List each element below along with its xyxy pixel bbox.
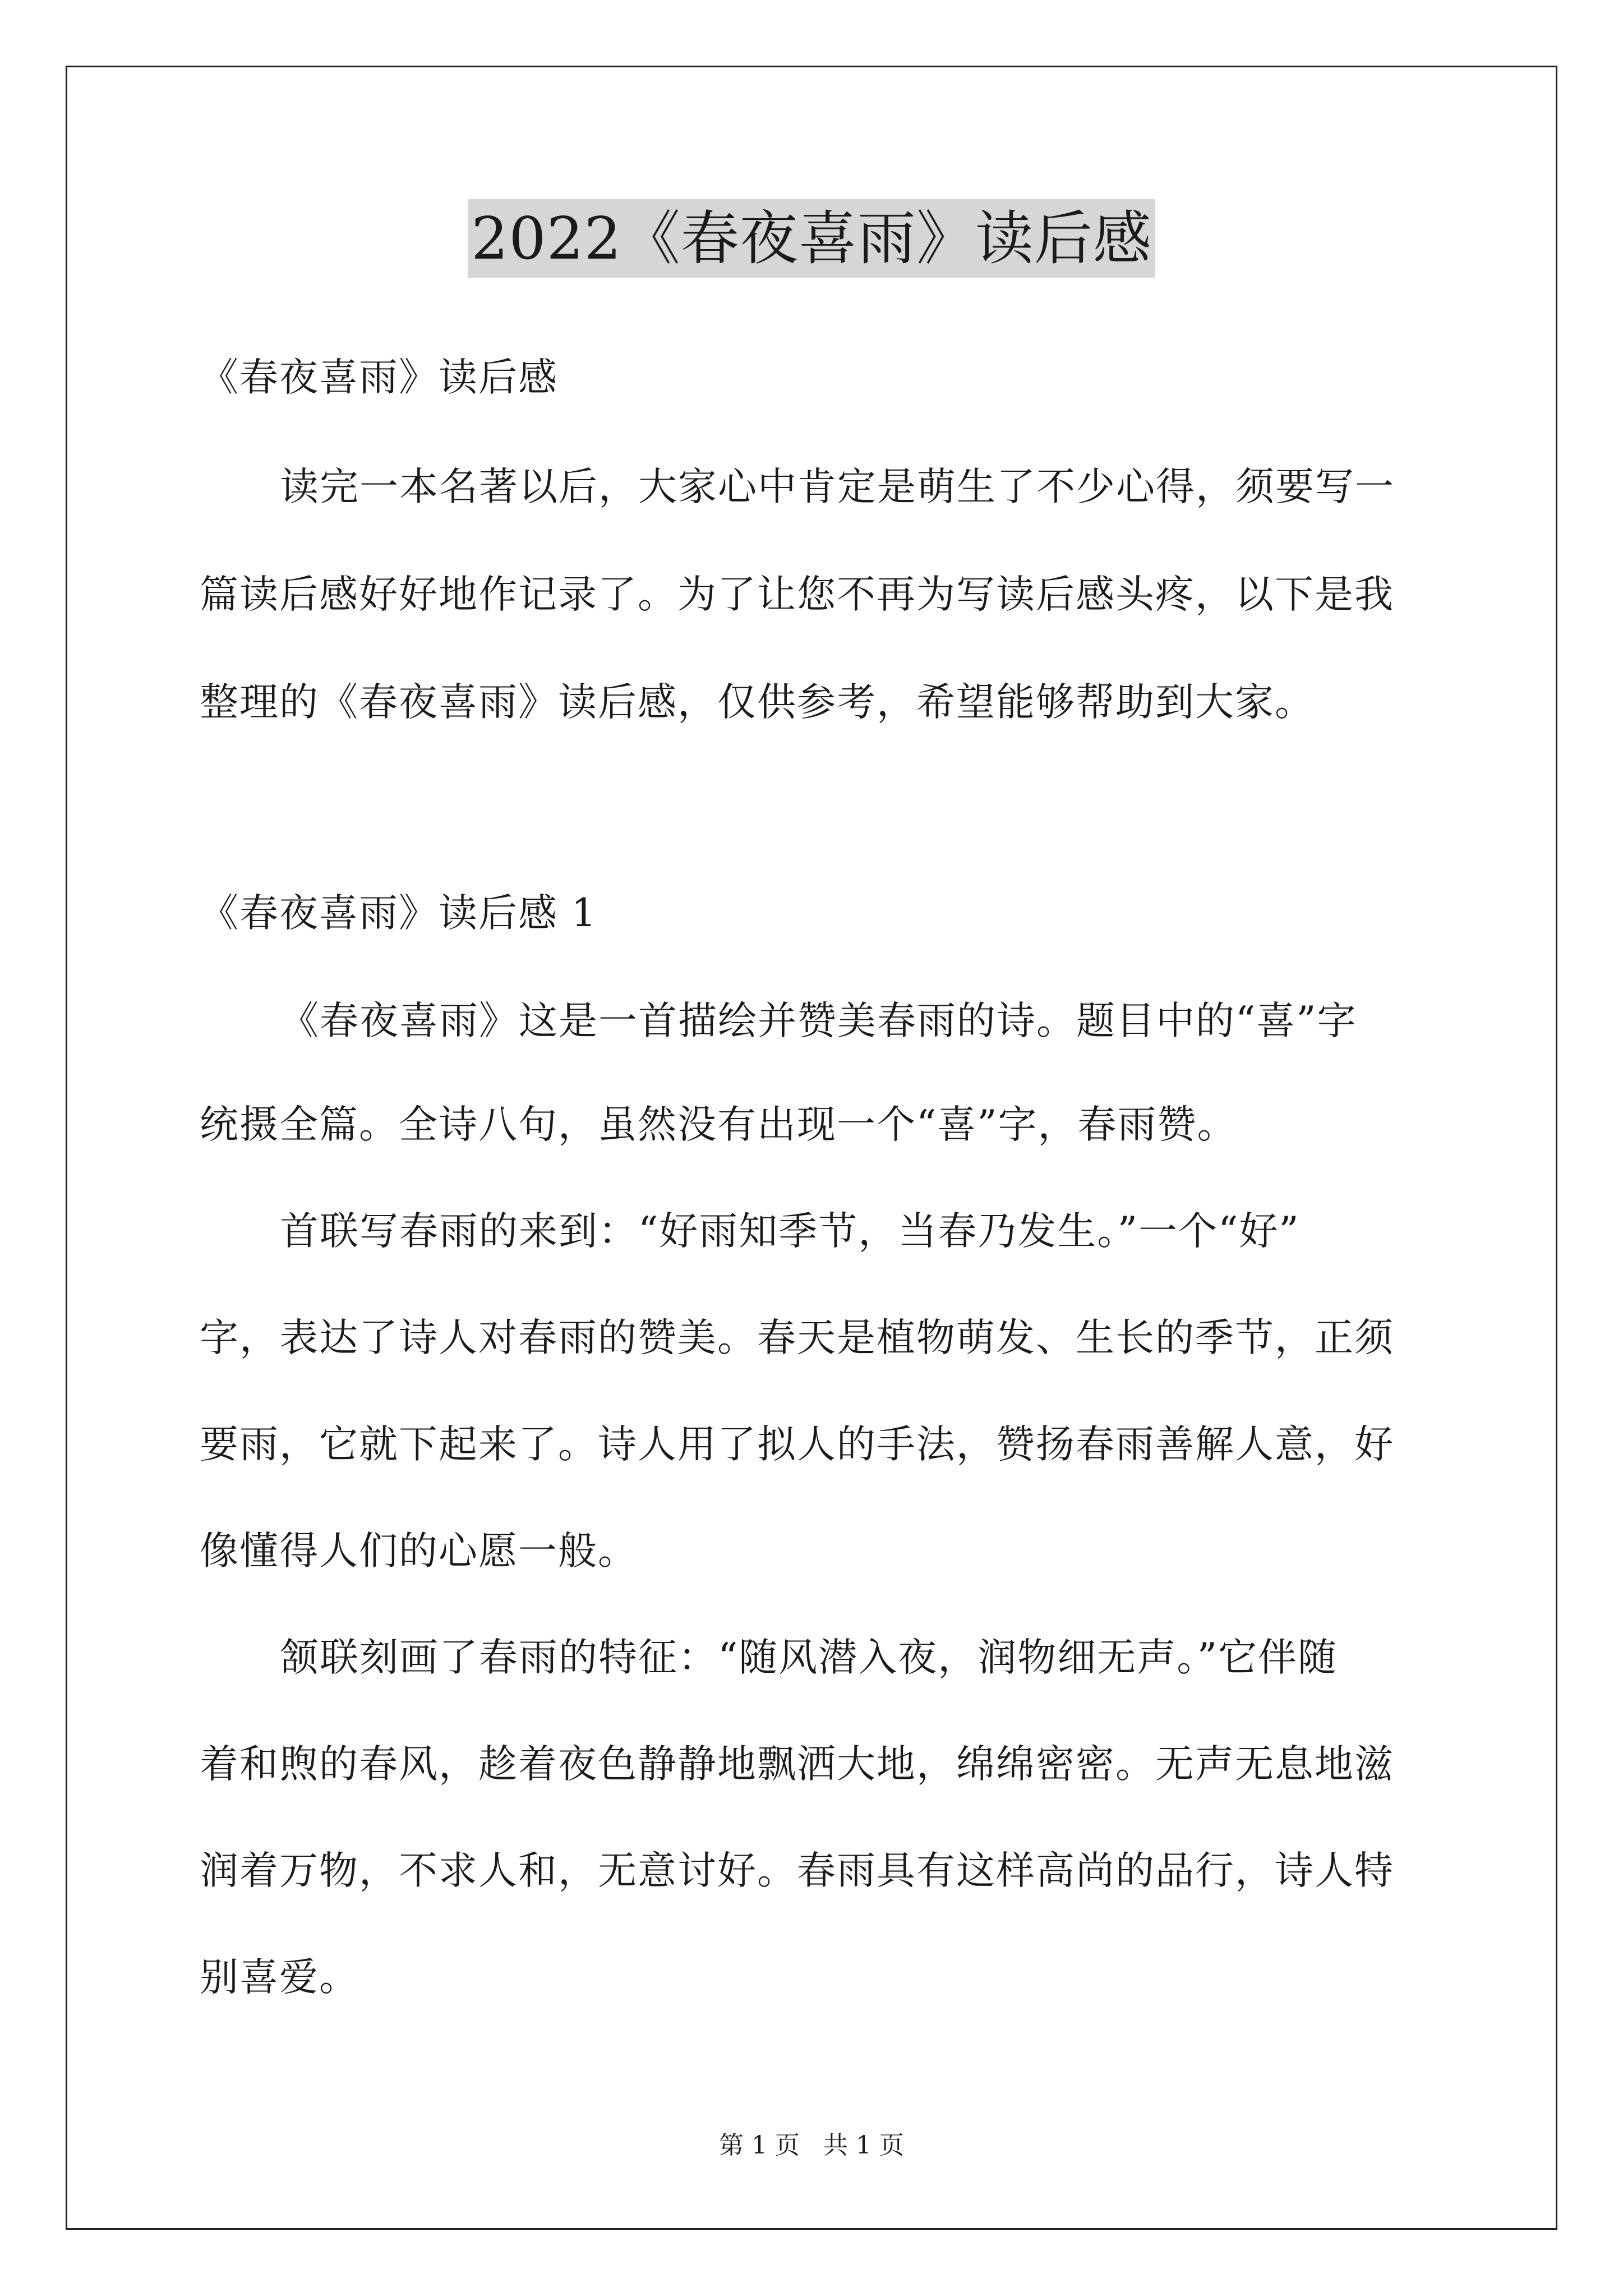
para2-line-3: 要雨，它就下起来了。诗人用了拟人的手法，赞扬春雨善解人意，好 — [200, 1422, 1394, 1467]
page-number: 第 1 页 — [719, 2131, 800, 2160]
intro-line-2: 篇读后感好好地作记录了。为了让您不再为写读后感头疼，以下是我 — [200, 572, 1394, 617]
para3-line-2: 着和煦的春风，趁着夜色静静地飘洒大地，绵绵密密。无声无息地滋 — [200, 1742, 1394, 1787]
page-footer — [0, 2129, 1623, 2162]
para1-line-2: 统摄全篇。全诗八句，虽然没有出现一个“喜”字，春雨赞。 — [200, 1102, 1237, 1147]
section-heading: 《春夜喜雨》读后感 1 — [200, 891, 597, 936]
page-total: 共 1 页 — [823, 2131, 904, 2160]
para3-line-1: 颔联刻画了春雨的特征：“随风潜入夜，润物细无声。”它伴随 — [280, 1635, 1338, 1680]
para1-line-1: 《春夜喜雨》这是一首描绘并赞美春雨的诗。题目中的“喜”字 — [280, 999, 1357, 1043]
para2-line-4: 像懂得人们的心愿一般。 — [200, 1529, 638, 1573]
intro-line-1: 读完一本名著以后，大家心中肯定是萌生了不少心得，须要写一 — [280, 464, 1395, 509]
para2-line-1: 首联写春雨的来到：“好雨知季节，当春乃发生。”一个“好” — [280, 1209, 1300, 1254]
para3-line-4: 别喜爱。 — [200, 1955, 359, 2000]
document-title: 2022《春夜喜雨》读后感 — [468, 199, 1155, 278]
title-container — [0, 199, 1623, 278]
subtitle: 《春夜喜雨》读后感 — [200, 355, 558, 400]
para2-line-2: 字，表达了诗人对春雨的赞美。春天是植物萌发、生长的季节，正须 — [200, 1315, 1394, 1360]
para3-line-3: 润着万物，不求人和，无意讨好。春雨具有这样高尚的品行，诗人特 — [200, 1848, 1394, 1893]
intro-line-3: 整理的《春夜喜雨》读后感，仅供参考，希望能够帮助到大家。 — [200, 680, 1315, 725]
